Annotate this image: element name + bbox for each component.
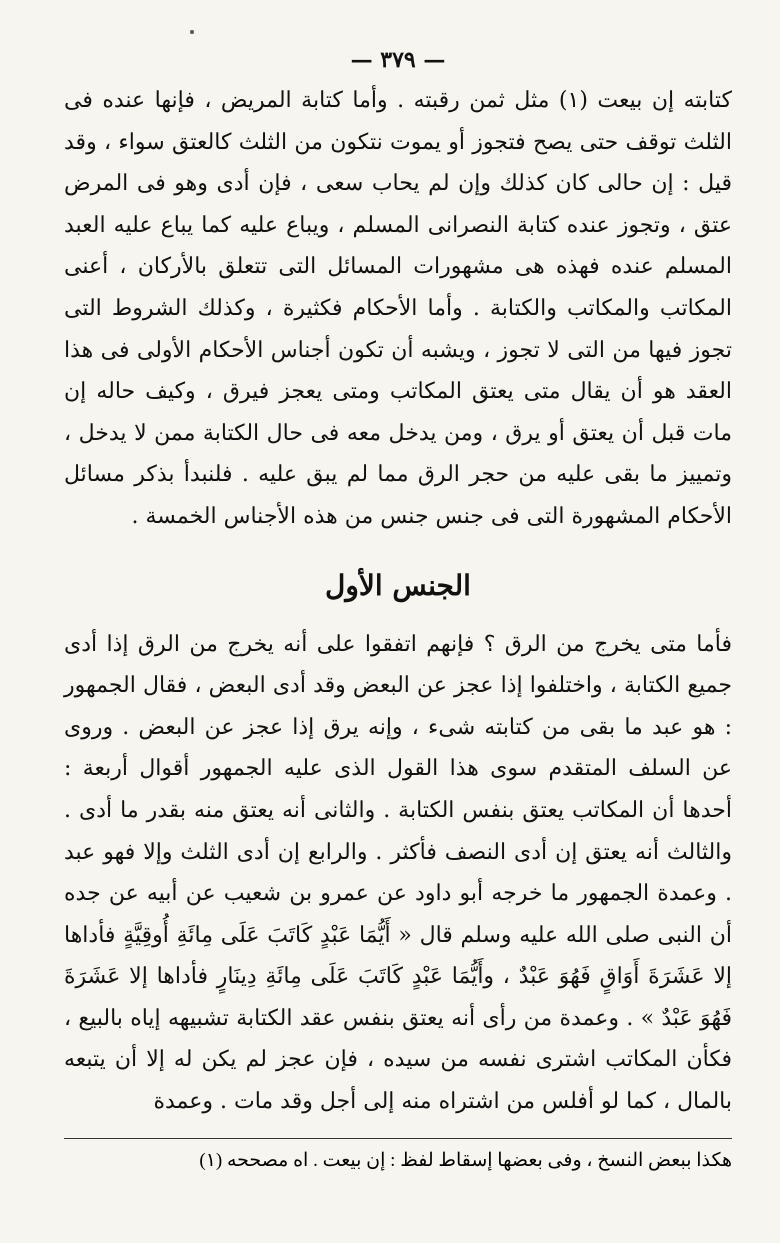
intro-paragraph: كتابته إن بيعت (١) مثل ثمن رقبته . وأما كتابة المريض ، فإنها عنده فى الثلث توقف حتى يصح فتجوز أو يموت نتكون من الثلث كالعتق سواء ، وقد قيل : إن حالى كان كذلك وإن لم يحاب سعى ، فإن أدى وهو فى المرض عتق ، وتجوز عنده كتابة النصرانى المسلم ، ويباع عليه كما يباع عليه العبد المسلم عنده فهذه هى مشهورات المسائل التى تتعلق بالأركان ، أعنى المكاتب والمكاتب والكتابة . وأما الأحكام فكثيرة ، وكذلك الشروط التى تجوز فيها من التى لا تجوز ، ويشبه أن تكون أجناس الأحكام الأولى فى هذا العقد هو أن يقال متى يعتق المكاتب ومتى يعجز فيرق ، وكيف حاله إن مات قبل أن يعتق أو يرق ، ومن يدخل معه فى حال الكتابة ممن لا يدخل ، وتمييز ما بقى عليه من حجر الرق مما لم يبق عليه . فلنبدأ بذكر مسائل الأحكام المشهورة التى فى جنس جنس من هذه الأجناس الخمسة . <box>64 88 732 529</box>
footnote-divider <box>64 1138 732 1139</box>
scan-speck <box>190 30 194 34</box>
footnote: (١) هكذا ببعض النسخ ، وفى بعضها إسقاط لفظ : إن بيعت . اه مصححه <box>199 1150 732 1171</box>
section-paragraph: فأما متى يخرج من الرق ؟ فإنهم اتفقوا على أنه يخرج من الرق إذا أدى جميع الكتابة ، واختلفوا إذا عجز عن البعض وقد أدى البعض ، فقال الجمهور : هو عبد ما بقى من كتابته شىء ، وإنه يرق إذا عجز عن البعض . وروى عن السلف المتقدم سوى هذا القول الذى عليه الجمهور أقوال أربعة : أحدها أن المكاتب يعتق بنفس الكتابة . والثانى أنه يعتق منه بقدر ما أدى . والثالث أنه يعتق إن أدى النصف فأكثر . والرابع إن أدى الثلث وإلا فهو عبد . وعمدة الجمهور ما خرجه أبو داود عن عمرو بن شعيب عن أبيه عن جده أن النبى صلى الله عليه وسلم قال « أَيُّمَا عَبْدٍ كَاتَبَ عَلَى مِائَةِ أُوقِيَّةٍ فأداها إلا عَشَرَةَ أَوَاقٍ فَهُوَ عَبْدٌ ، وأَيُّمَا عَبْدٍ كَاتَبَ عَلَى مِائَةِ دِينَارٍ فأداها إلا عَشَرَةَ فَهُوَ عَبْدٌ » . وعمدة من رأى أنه يعتق بنفس عقد الكتابة تشبيهه إياه بالبيع ، فكأن المكاتب اشترى نفسه من سيده ، فإن عجز لم يكن له إلا أن يتبعه بالمال ، كما لو أفلس من اشتراه منه إلى أجل وقد مات . وعمدة <box>64 631 732 1115</box>
section-heading: الجنس الأول <box>325 568 471 602</box>
page-number: — ٣٧٩ — <box>350 47 446 73</box>
